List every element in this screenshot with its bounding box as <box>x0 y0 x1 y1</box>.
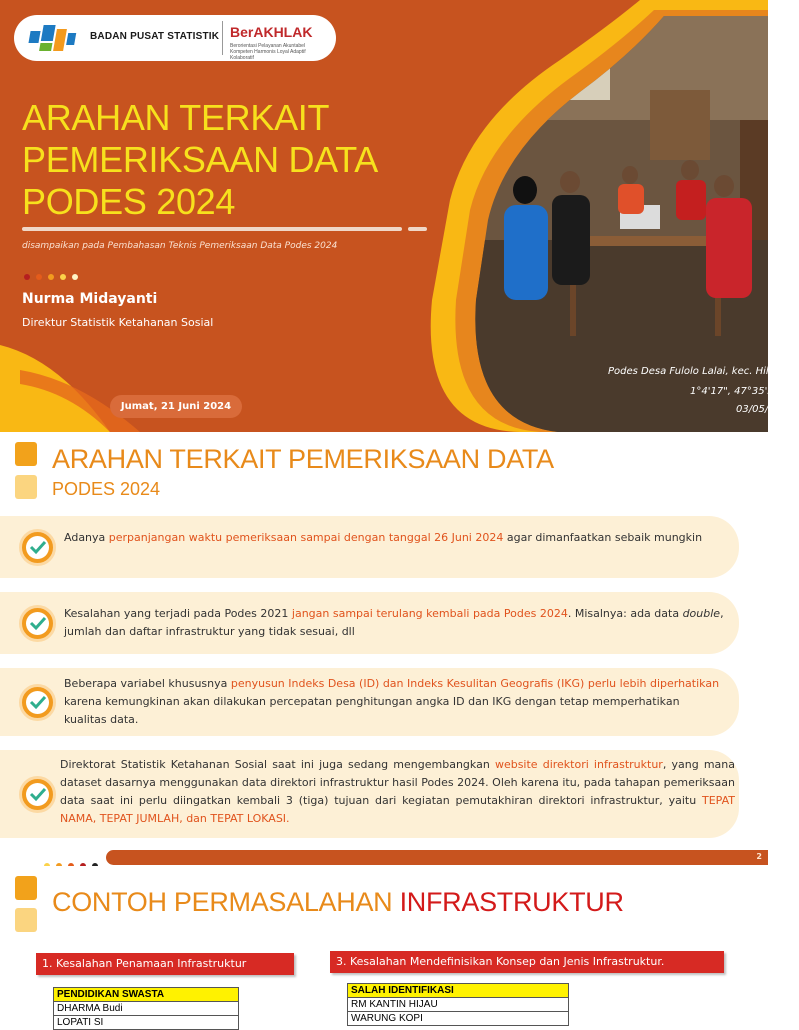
accent-square <box>15 876 37 900</box>
date-pill: Jumat, 21 Juni 2024 <box>110 395 242 418</box>
check-icon <box>19 776 56 813</box>
slide-heading: ARAHAN TERKAIT PEMERIKSAAN DATA <box>52 444 554 474</box>
slide-title <box>22 97 422 223</box>
title-line: ARAHAN TERKAIT <box>22 97 330 138</box>
table-row: RM KANTIN HIJAU <box>348 998 569 1012</box>
title-divider-short <box>408 227 427 231</box>
presenter-name: Nurma Midayanti <box>22 291 158 307</box>
problems-slide <box>0 866 768 1028</box>
check-icon <box>19 684 56 721</box>
table-header: PENDIDIKAN SWASTA <box>54 988 239 1002</box>
example-table-left <box>53 987 239 1030</box>
table-row: LOPATI SI <box>54 1016 239 1030</box>
berakhlak-tagline: Berorientasi Pelayanan Akuntabel Kompeten Harmonis Loyal Adaptif Kolaboratif <box>230 43 306 61</box>
check-icon <box>19 605 56 642</box>
photo-caption-line: Podes Desa Fulolo Lalai, kec. Hiliseran <box>608 366 799 377</box>
slide-heading: CONTOH PERMASALAHAN INFRASTRUKTUR <box>52 887 624 917</box>
page-number: 2 <box>756 852 762 861</box>
accent-square <box>15 442 37 466</box>
org-name: BADAN PUSAT STATISTIK <box>90 31 220 42</box>
presenter-role: Direktur Statistik Ketahanan Sosial <box>22 316 214 329</box>
directive-item <box>0 668 739 736</box>
category-tag: 3. Kesalahan Mendefinisikan Konsep dan Jenis Infrastruktur. <box>330 951 724 973</box>
logo-divider <box>222 21 223 55</box>
photo-caption-line: 1°4'17", 47°35'36" <box>690 386 785 397</box>
directives-slide <box>0 432 768 866</box>
footer-bar <box>106 850 768 865</box>
table-header: SALAH IDENTIFIKASI <box>348 984 569 998</box>
table-row: DHARMA Budi <box>54 1002 239 1016</box>
table-row: WARUNG KOPI <box>348 1012 569 1026</box>
berakhlak-logo: BerAKHLAK <box>230 24 313 40</box>
accent-square-light <box>15 908 37 932</box>
slide-subtitle: disampaikan pada Pembahasan Teknis Pemeriksaan Data Podes 2024 <box>22 241 338 251</box>
bps-logo-icon <box>30 23 82 53</box>
title-slide <box>0 0 799 432</box>
directive-text: Direktorat Statistik Ketahanan Sosial saat ini juga sedang mengembangkan website direktori infrastruktur, yang mana dataset dasarnya menggunakan data direktori infrastruktur hasil Podes 2024. Oleh karena itu, pada tahapan pemeriksaan data saat ini perlu diingatkan kembali 3 (tiga) tujuan dari kegiatan pemutakhiran direktori infrastruktur, yaitu TEPAT NAMA, TEPAT JUMLAH, dan TEPAT LOKASI. <box>60 758 735 825</box>
directive-text: Adanya perpanjangan waktu pemeriksaan sampai dengan tanggal 26 Juni 2024 agar dimanfaatkan sebaik mungkin <box>64 531 703 544</box>
decorative-dots <box>24 265 84 284</box>
title-divider <box>22 227 402 231</box>
category-tag: 1. Kesalahan Penamaan Infrastruktur <box>36 953 294 975</box>
title-line: PEMERIKSAAN DATA <box>22 139 378 180</box>
photo-caption-line: 03/05/2 <box>736 404 775 415</box>
directive-item <box>0 516 739 578</box>
directive-text: Beberapa variabel khususnya penyusun Indeks Desa (ID) dan Indeks Kesulitan Geografis (IKG) perlu lebih diperhatikan karena kemungkinan akan dilakukan percepatan penghitungan angka ID dan IKG dengan tetap memperhatikan kualitas data. <box>64 677 720 726</box>
title-line: PODES 2024 <box>22 181 236 222</box>
directive-item <box>0 750 739 838</box>
accent-square-light <box>15 475 37 499</box>
directive-text: Kesalahan yang terjadi pada Podes 2021 jangan sampai terulang kembali pada Podes 2024. Misalnya: ada data double, jumlah dan daftar infrastruktur yang tidak sesuai, dll <box>64 607 724 638</box>
check-icon <box>19 529 56 566</box>
example-table-right <box>347 983 569 1026</box>
logo-bar <box>14 15 336 61</box>
directive-item <box>0 592 739 654</box>
slide-subheading: PODES 2024 <box>52 479 161 499</box>
